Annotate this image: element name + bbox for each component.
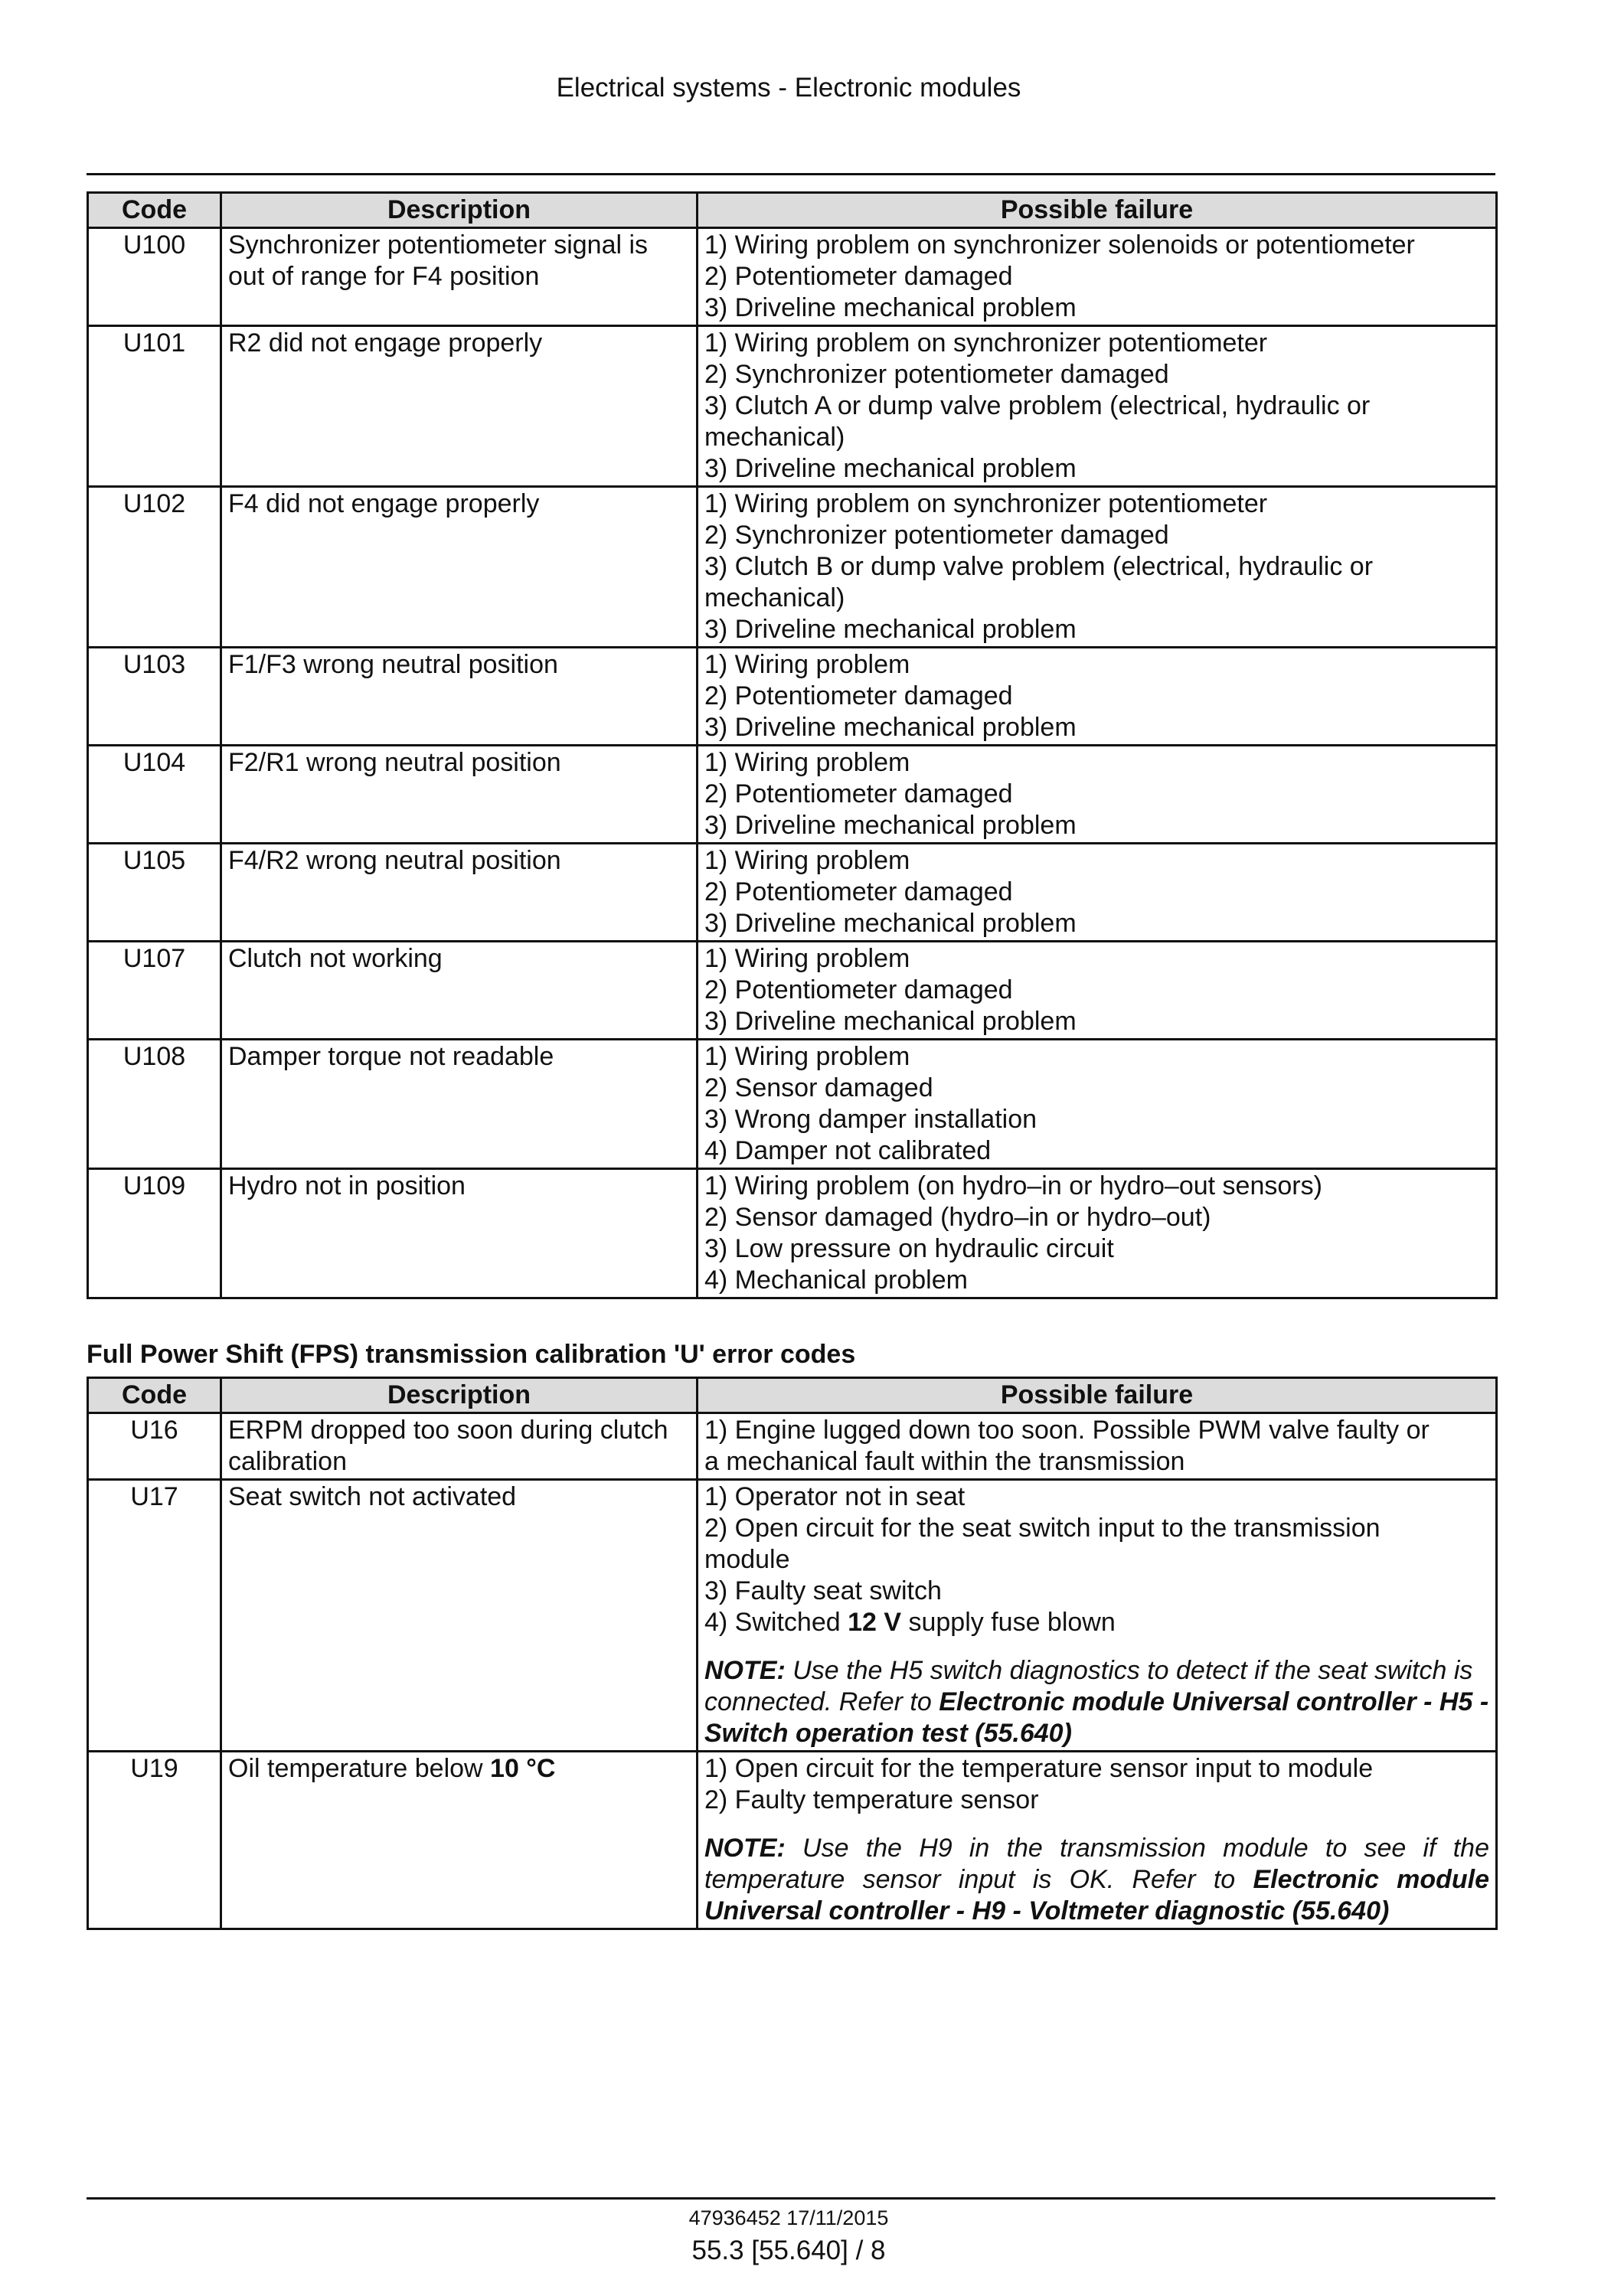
code-cell: U108 [88,1040,221,1169]
description-text: Oil temperature below [228,1754,491,1783]
description-line: Clutch not working [228,944,443,973]
description-line: Hydro not in position [228,1171,466,1200]
table-row [88,1480,1497,1752]
failure-line: 2) Potentiometer damaged [704,877,1013,906]
failure-line: 1) Wiring problem [704,748,910,777]
failure-line: 2) Potentiometer damaged [704,779,1013,808]
failure-line: 3) Driveline mechanical problem [704,615,1077,644]
failure-line: 3) Clutch B or dump valve problem (electrical, hydraulic or [704,552,1374,581]
failure-line [704,1607,1489,1638]
failure-cell [698,326,1497,487]
code-cell: U105 [88,844,221,942]
description-bold-value: 10 °C [490,1754,556,1783]
failure-line: 1) Wiring problem [704,846,910,875]
description-line: F1/F3 wrong neutral position [228,650,558,679]
failure-line: 4) Mechanical problem [704,1266,968,1295]
failure-line: 1) Wiring problem [704,1042,910,1071]
code-cell: U19 [88,1752,221,1929]
description-cell [221,228,698,326]
page-header-title: Electrical systems - Electronic modules [556,73,1021,103]
note-label: NOTE: [704,1656,786,1685]
table-row [88,746,1497,844]
description-line: Damper torque not readable [228,1042,554,1071]
failure-line: 1) Wiring problem on synchronizer solenoids or potentiometer [704,230,1415,260]
failure-line: 3) Driveline mechanical problem [704,811,1077,840]
failure-line: 3) Faulty seat switch [704,1576,942,1605]
description-line: out of range for F4 position [228,262,540,291]
failure-line: 2) Synchronizer potentiometer damaged [704,360,1169,389]
failure-cell [698,1169,1497,1298]
failure-line: 3) Driveline mechanical problem [704,1007,1077,1036]
failure-line: 2) Potentiometer damaged [704,681,1013,710]
failure-cell [698,942,1497,1040]
description-cell [221,1040,698,1169]
description-cell [221,844,698,942]
failure-line: 3) Wrong damper installation [704,1105,1037,1134]
description-cell: Seat switch not activated [221,1480,698,1752]
failure-line: 3) Clutch A or dump valve problem (electrical, hydraulic or [704,391,1371,420]
failure-cell [698,1040,1497,1169]
table-row [88,228,1497,326]
description-cell [221,942,698,1040]
failure-line: 4) Damper not calibrated [704,1136,992,1165]
failure-line: 1) Wiring problem [704,650,910,679]
failure-line: module [704,1545,790,1574]
note-block [704,1833,1489,1927]
table-header-row [88,1378,1497,1413]
table-row [88,1413,1497,1480]
failure-line: 2) Open circuit for the seat switch input to the transmission [704,1514,1381,1543]
description-line: F4 did not engage properly [228,489,540,518]
failure-line: 1) Open circuit for the temperature sensor input to module [704,1754,1374,1783]
code-cell: U104 [88,746,221,844]
description-line: F4/R2 wrong neutral position [228,846,561,875]
error-codes-table-2 [87,1377,1498,1930]
code-cell: U16 [88,1413,221,1480]
failure-line: 2) Potentiometer damaged [704,975,1013,1004]
table-row [88,1040,1497,1169]
failure-line: 2) Synchronizer potentiometer damaged [704,521,1169,550]
failure-bold-value: 12 V [848,1608,902,1637]
description-cell [221,1413,698,1480]
code-cell: U102 [88,487,221,648]
failure-text: supply fuse blown [901,1608,1116,1637]
table-header-row [88,193,1497,228]
error-codes-table-1 [87,191,1498,1299]
description-cell [221,1752,698,1929]
failure-line: 1) Wiring problem [704,944,910,973]
failure-line: mechanical) [704,583,845,612]
failure-text: 4) Switched [704,1608,848,1637]
description-cell [221,326,698,487]
failure-cell [698,1413,1497,1480]
failure-line: 3) Driveline mechanical problem [704,454,1077,483]
table-row [88,1752,1497,1929]
note-reference-link[interactable]: Electronic module Universal controller - H9 - Voltmeter diagnostic (55.640) [704,1865,1489,1925]
table-row [88,487,1497,648]
code-cell: U109 [88,1169,221,1298]
description-cell [221,648,698,746]
note-reference-link[interactable]: Electronic module Universal controller - H5 - Switch operation test (55.640) [704,1687,1489,1748]
table-row [88,1169,1497,1298]
description-cell [221,746,698,844]
header-possible-failure: Possible failure [698,1378,1497,1413]
code-cell: U100 [88,228,221,326]
failure-cell [698,746,1497,844]
section-heading-fps: Full Power Shift (FPS) transmission calibration 'U' error codes [87,1340,856,1369]
failure-line: 3) Driveline mechanical problem [704,909,1077,938]
failure-line: 2) Potentiometer damaged [704,262,1013,291]
table-row [88,326,1497,487]
description-line: F2/R1 wrong neutral position [228,748,561,777]
description-line: R2 did not engage properly [228,328,543,358]
description-line: ERPM dropped too soon during clutch [228,1416,668,1445]
failure-line: 1) Wiring problem on synchronizer potentiometer [704,328,1268,358]
failure-line: 2) Faulty temperature sensor [704,1785,1039,1814]
table-row [88,844,1497,942]
code-cell: U101 [88,326,221,487]
failure-cell [698,648,1497,746]
header-description: Description [221,193,698,228]
failure-line: a mechanical fault within the transmission [704,1447,1185,1476]
description-line: Synchronizer potentiometer signal is [228,230,649,260]
table-row [88,648,1497,746]
code-cell: U17 [88,1480,221,1752]
failure-line: 2) Sensor damaged (hydro–in or hydro–out) [704,1203,1211,1232]
header-code: Code [88,1378,221,1413]
header-rule [87,173,1495,175]
failure-cell [698,487,1497,648]
footer-rule [87,2197,1495,2200]
description-line: calibration [228,1447,347,1476]
failure-cell [698,228,1497,326]
failure-line: 1) Wiring problem (on hydro–in or hydro–out sensors) [704,1171,1322,1200]
table-row [88,942,1497,1040]
failure-cell [698,844,1497,942]
note-text: Use the H9 in the transmission module to see if the temperature sensor input is OK. Refer to [704,1834,1489,1894]
failure-cell [698,1480,1497,1752]
failure-line: 3) Low pressure on hydraulic circuit [704,1234,1114,1263]
failure-line: 1) Engine lugged down too soon. Possible PWM valve faulty or [704,1416,1430,1445]
header-description: Description [221,1378,698,1413]
failure-line: 1) Operator not in seat [704,1482,966,1511]
failure-line: 3) Driveline mechanical problem [704,293,1077,322]
header-possible-failure: Possible failure [698,193,1497,228]
failure-line: 3) Driveline mechanical problem [704,713,1077,742]
footer-document-id: 47936452 17/11/2015 [688,2206,889,2229]
failure-line: mechanical) [704,423,845,452]
header-code: Code [88,193,221,228]
failure-line: 1) Wiring problem on synchronizer potentiometer [704,489,1268,518]
footer-page-number: 55.3 [55.640] / 8 [691,2236,886,2265]
note-label: NOTE: [704,1834,786,1863]
code-cell: U103 [88,648,221,746]
description-cell [221,1169,698,1298]
failure-cell [698,1752,1497,1929]
code-cell: U107 [88,942,221,1040]
failure-line: 2) Sensor damaged [704,1073,933,1102]
note-block [704,1655,1489,1749]
note-text: Use the H5 switch diagnostics to detect if the seat switch is connected. Refer to [704,1656,1473,1716]
description-cell [221,487,698,648]
